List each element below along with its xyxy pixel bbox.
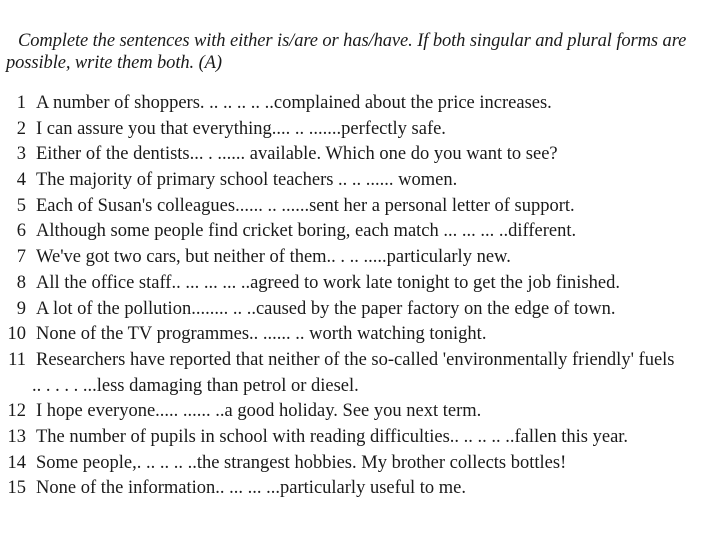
item-sentence: Researchers have reported that neither of the so-called 'environmentally friendly' fuels — [36, 349, 675, 370]
item-sentence: A lot of the pollution........ .. ..caused by the paper factory on the edge of town. — [36, 298, 616, 319]
instructions-line-2: possible, write them both. (A) — [6, 53, 222, 73]
item-sentence: Although some people find cricket boring, each match ... ... ... ..different. — [36, 221, 577, 242]
item-sentence: Each of Susan's colleagues...... .. ......sent her a personal letter of support. — [36, 195, 575, 216]
exercise-item — [0, 168, 720, 194]
exercise-item — [0, 91, 720, 117]
item-number: 10 — [7, 324, 26, 345]
item-number: 4 — [16, 170, 26, 191]
item-sentence: The number of pupils in school with reading difficulties.. .. .. .. ..fallen this year. — [36, 426, 629, 447]
exercise-item — [0, 399, 720, 425]
item-sentence: None of the TV programmes.. ...... .. worth watching tonight. — [36, 324, 487, 345]
exercise-item — [0, 451, 720, 477]
item-number: 9 — [16, 298, 26, 319]
item-sentence: The majority of primary school teachers .. .. ...... women. — [36, 170, 458, 191]
exercise-item — [0, 142, 720, 168]
exercise-list — [0, 91, 720, 502]
exercise-item — [0, 297, 720, 323]
item-number: 14 — [7, 452, 26, 473]
exercise-item — [0, 271, 720, 297]
item-sentence: Either of the dentists... . ...... available. Which one do you want to see? — [36, 144, 558, 165]
item-number: 2 — [16, 118, 26, 139]
item-number: 6 — [16, 221, 26, 242]
exercise-item — [0, 194, 720, 220]
item-number: 15 — [7, 478, 26, 499]
exercise-item — [0, 425, 720, 451]
exercise-item — [0, 476, 720, 502]
instructions-line-1: Complete the sentences with either is/are or has/have. If both singular and plural forms are — [18, 31, 687, 51]
item-sentence: .. . . . . ...less damaging than petrol or diesel. — [32, 375, 359, 396]
item-number: 11 — [8, 349, 26, 370]
item-sentence: All the office staff.. ... ... ... ..agreed to work late tonight to get the job finished. — [36, 272, 620, 293]
exercise-item — [0, 117, 720, 143]
item-number: 1 — [16, 93, 26, 113]
instructions — [6, 30, 718, 74]
exercise-item-continuation — [0, 374, 720, 400]
item-sentence: Some people,. .. .. .. ..the strangest hobbies. My brother collects bottles! — [36, 452, 567, 473]
item-sentence: I can assure you that everything.... .. .......perfectly safe. — [36, 118, 446, 139]
exercise-item — [0, 322, 720, 348]
exercise-item — [0, 348, 720, 374]
item-number: 12 — [7, 401, 26, 422]
item-number: 8 — [16, 272, 26, 293]
item-number: 7 — [16, 247, 26, 268]
item-sentence: I hope everyone..... ...... ..a good holiday. See you next term. — [36, 401, 482, 422]
item-number: 13 — [7, 426, 26, 447]
item-sentence: A number of shoppers. .. .. .. .. ..complained about the price increases. — [36, 93, 552, 113]
item-sentence: None of the information.. ... ... ...particularly useful to me. — [36, 478, 467, 499]
exercise-item — [0, 245, 720, 271]
item-sentence: We've got two cars, but neither of them.. . .. .....particularly new. — [36, 247, 511, 268]
item-number: 3 — [16, 144, 26, 165]
item-number: 5 — [16, 195, 26, 216]
exercise-item — [0, 219, 720, 245]
